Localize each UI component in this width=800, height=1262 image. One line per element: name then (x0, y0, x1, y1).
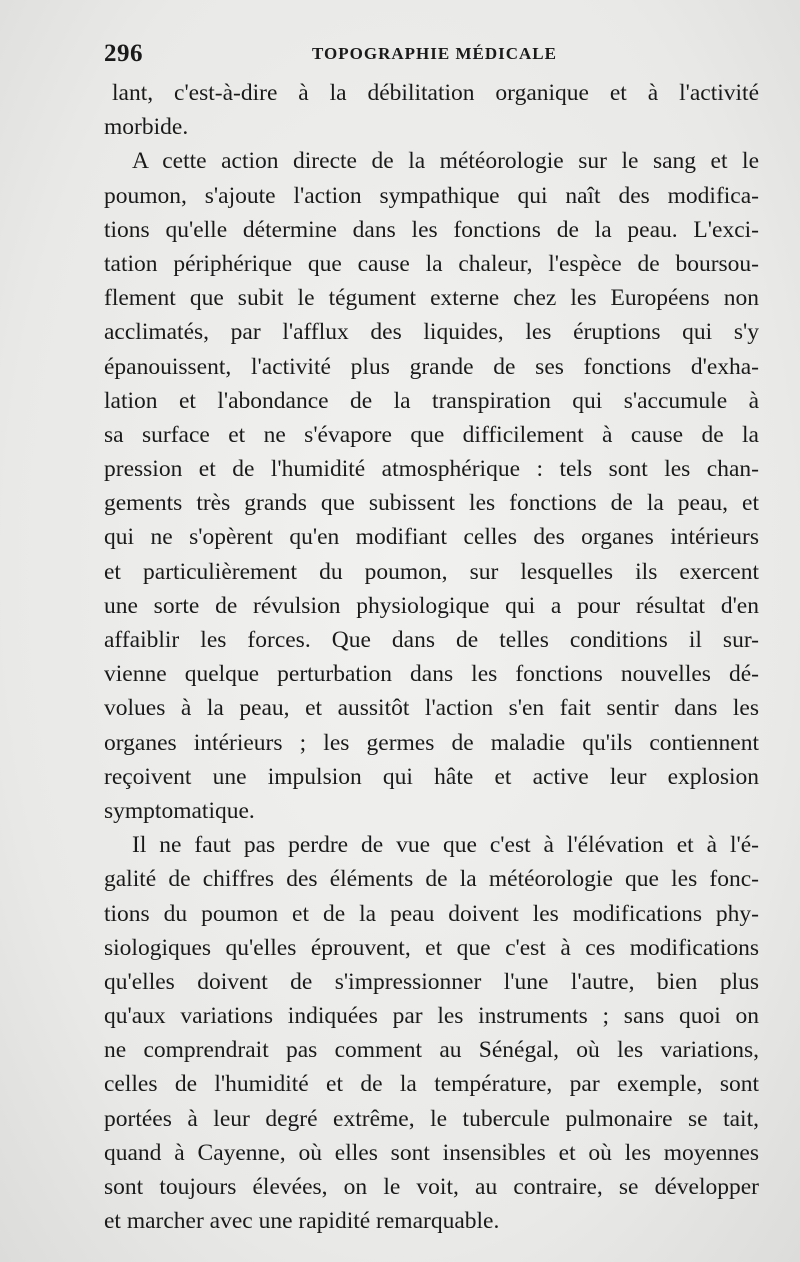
running-head: TOPOGRAPHIE MÉDICALE (312, 44, 557, 63)
text-line: épanouissent, l'activité plus grande de ses fonctions d'exha- (104, 353, 759, 380)
text-line: reçoivent une impulsion qui hâte et active leur explosion (104, 763, 759, 790)
text-line: galité de chiffres des éléments de la météorologie que les fonc- (104, 866, 759, 893)
text-line: portées à leur degré extrême, le tubercule pulmonaire se tait, (104, 1105, 759, 1132)
text-line: une sorte de révulsion physiologique qui a pour résultat d'en (104, 592, 759, 619)
page-header (104, 40, 764, 70)
text-line: pression et de l'humidité atmosphérique : tels sont les chan- (104, 456, 759, 483)
text-line: tation périphérique que cause la chaleur, l'espèce de boursou- (104, 250, 759, 277)
text-line: qu'aux variations indiquées par les instruments ; sans quoi on (104, 1003, 759, 1030)
text-line: morbide. (104, 114, 189, 141)
text-line: et marcher avec une rapidité remarquable. (104, 1208, 500, 1235)
text-line: lant, c'est-à-dire à la débilitation organique et à l'activité (112, 80, 759, 106)
text-line: volues à la peau, et aussitôt l'action s'en fait sentir dans les (104, 695, 759, 722)
text-line: vienne quelque perturbation dans les fonctions nouvelles dé- (104, 661, 759, 688)
text-line: sa surface et ne s'évapore que difficilement à cause de la (104, 421, 759, 448)
text-line: symptomatique. (104, 797, 255, 824)
text-line: acclimatés, par l'afflux des liquides, les éruptions qui s'y (104, 319, 759, 346)
text-line: poumon, s'ajoute l'action sympathique qui naît des modifica- (104, 182, 759, 209)
text-line: quand à Cayenne, où elles sont insensibles et où les moyennes (104, 1139, 759, 1166)
text-line: qui ne s'opèrent qu'en modifiant celles des organes intérieurs (104, 524, 759, 551)
text-line: flement que subit le tégument externe chez les Européens non (104, 285, 759, 312)
text-line: affaiblir les forces. Que dans de telles conditions il sur- (104, 627, 759, 653)
text-line: gements très grands que subissent les fonctions de la peau, et (104, 490, 759, 517)
text-line: qu'elles doivent de s'impressionner l'une l'autre, bien plus (104, 968, 759, 995)
text-line: lation et l'abondance de la transpiration qui s'accumule à (104, 387, 759, 414)
text-line: celles de l'humidité et de la température, par exemple, sont (104, 1071, 759, 1098)
text-line: et particulièrement du poumon, sur lesquelles ils exercent (104, 558, 759, 585)
text-line: ne comprendrait pas comment au Sénégal, où les variations, (104, 1037, 759, 1064)
page-number: 296 (104, 40, 143, 67)
text-line: tions du poumon et de la peau doivent les modifications phy- (104, 900, 759, 927)
body-text (104, 76, 759, 1238)
text-line: sont toujours élevées, on le voit, au contraire, se développer (104, 1174, 759, 1200)
text-line: Il ne faut pas perdre de vue que c'est à l'élévation et à l'é- (132, 832, 759, 859)
text-line: organes intérieurs ; les germes de maladie qu'ils contiennent (104, 729, 759, 756)
text-line: tions qu'elle détermine dans les fonctions de la peau. L'exci- (104, 216, 759, 243)
text-line: siologiques qu'elles éprouvent, et que c'est à ces modifications (104, 934, 759, 961)
text-line: A cette action directe de la météorologie sur le sang et le (132, 148, 759, 175)
